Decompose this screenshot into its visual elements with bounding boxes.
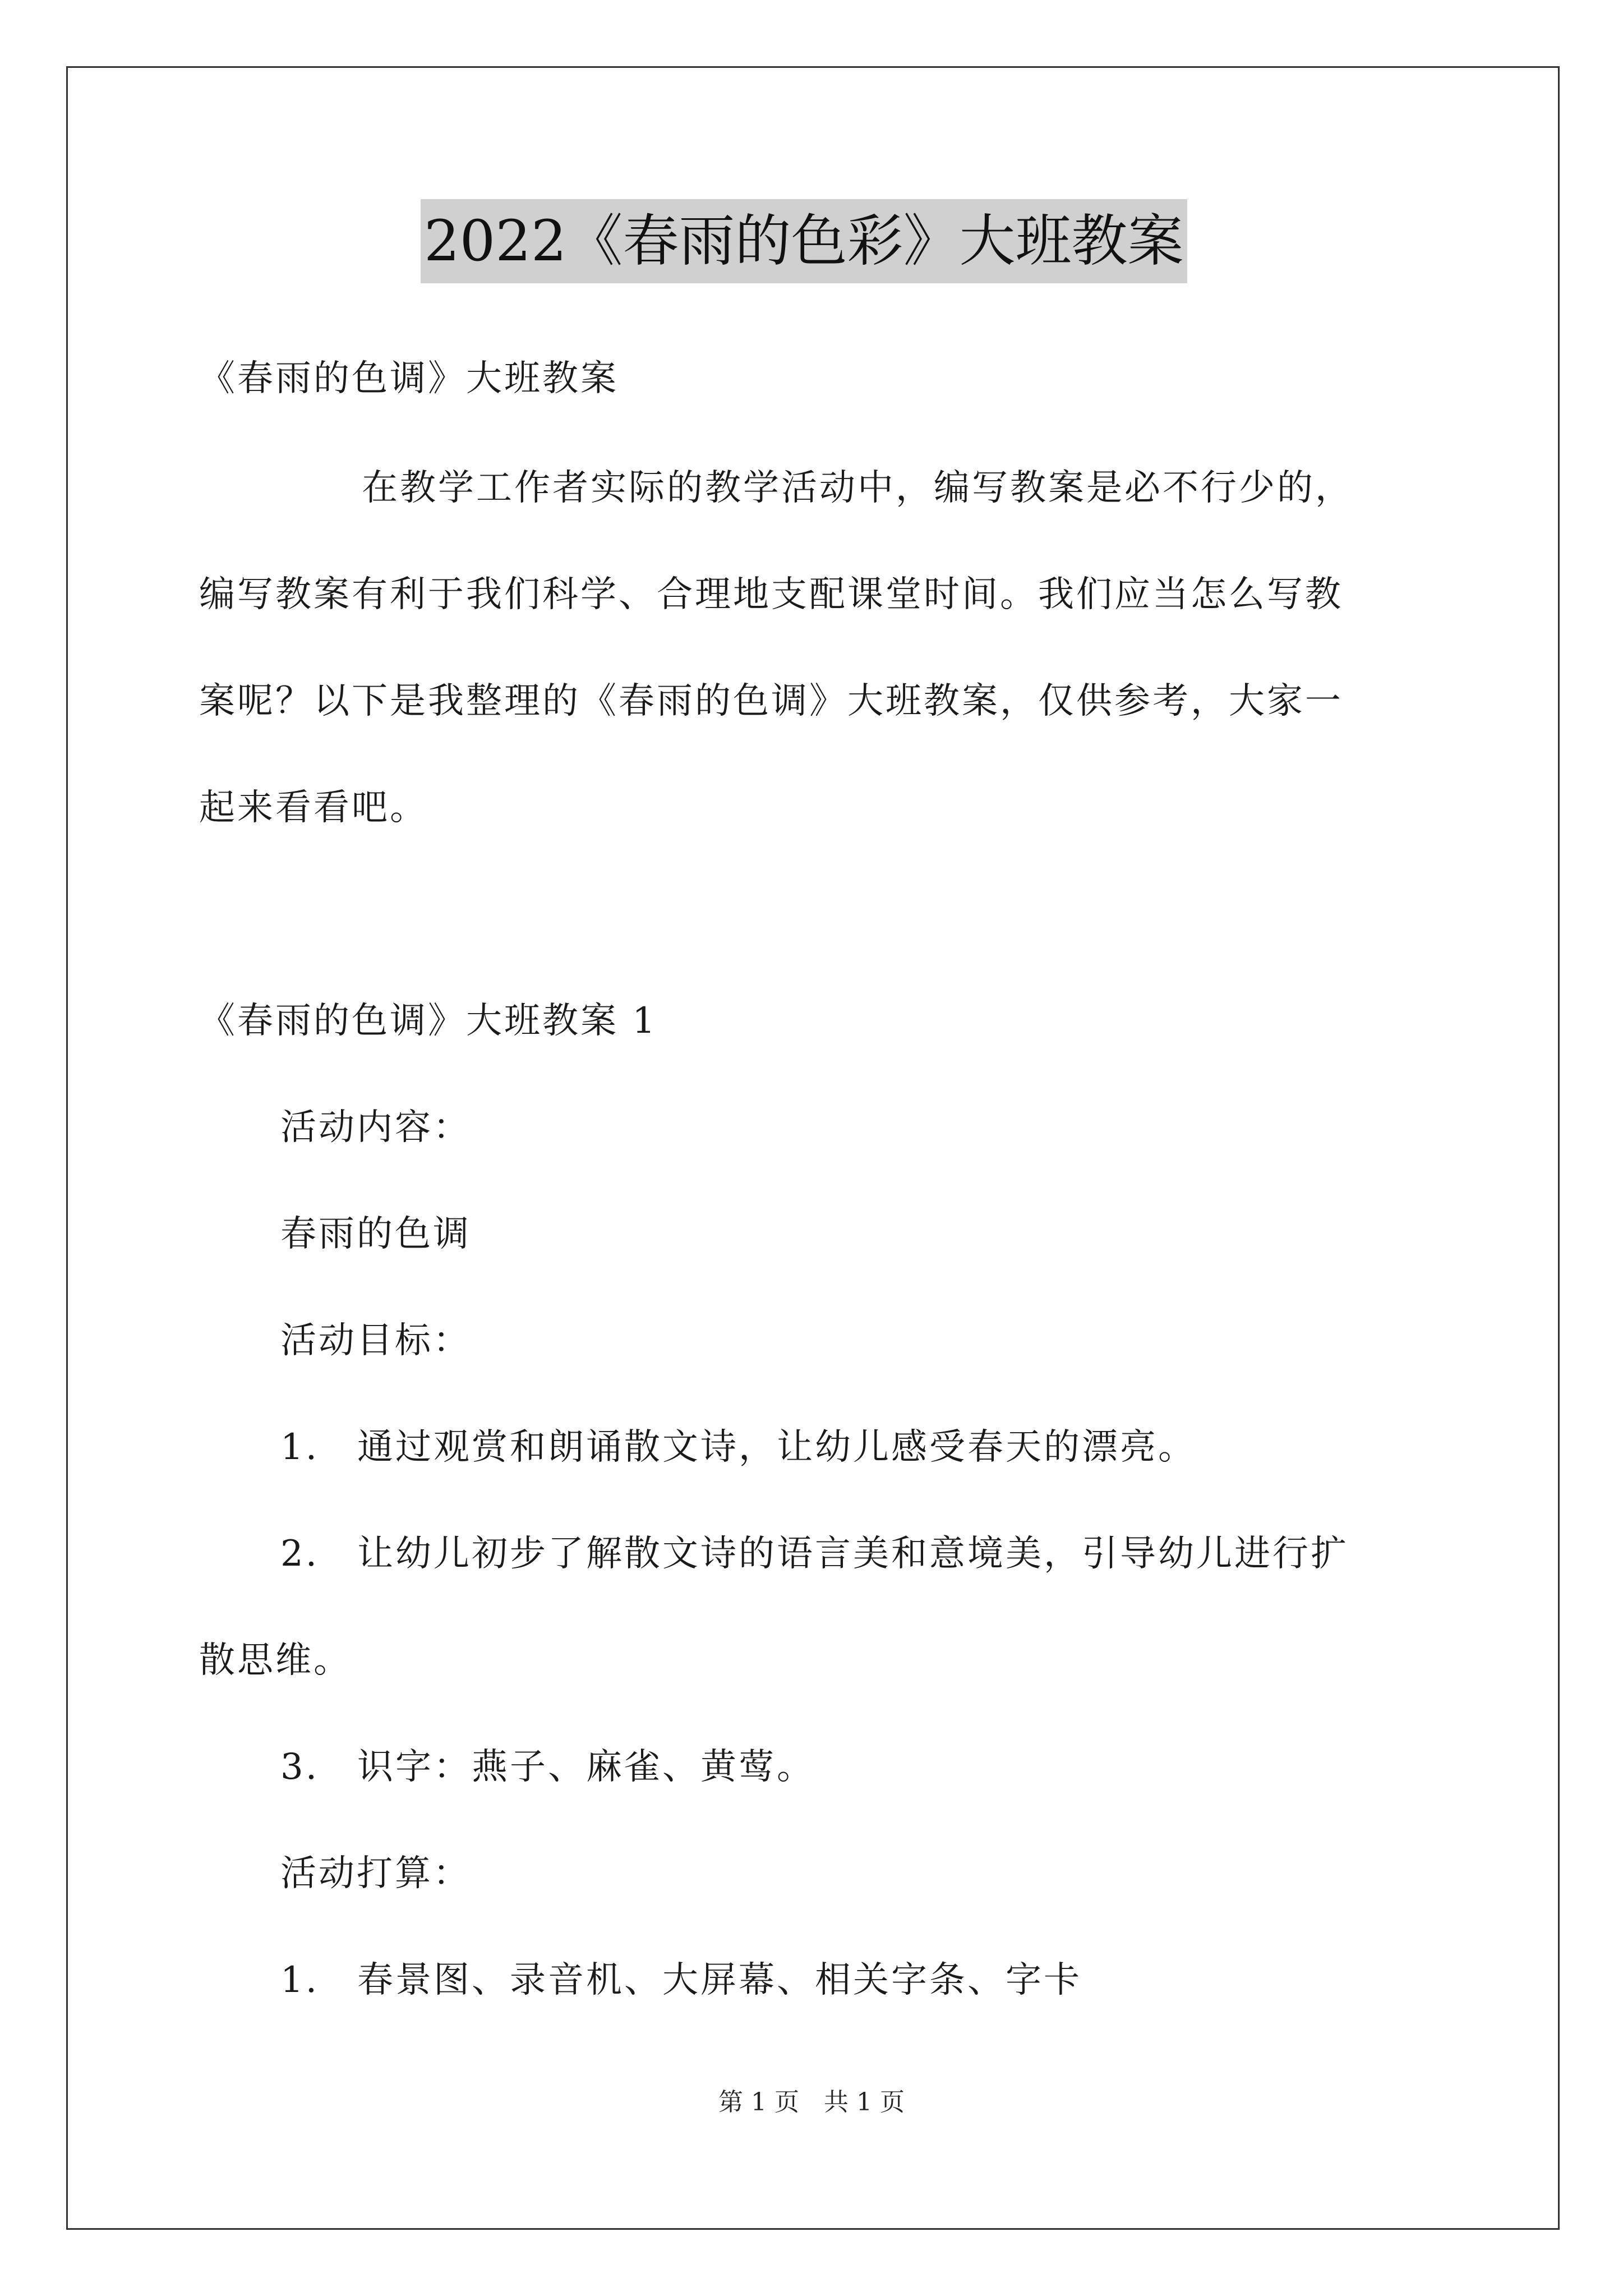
goals-label: 活动目标： (280, 1320, 471, 1361)
intro-line-2: 编写教案有利于我们科学、合理地支配课堂时间。我们应当怎么写教 (199, 574, 1343, 615)
prep-label: 活动打算： (280, 1853, 471, 1894)
goal-item-3: 3. 识字：燕子、麻雀、黄莺。 (280, 1746, 815, 1788)
page-footer: 第 1 页 共 1 页 (718, 2088, 905, 2116)
prep-item-1: 1. 春景图、录音机、大屏幕、相关字条、字卡 (280, 1959, 1082, 2001)
intro-line-1: 在教学工作者实际的教学活动中，编写教案是必不行少的， (362, 467, 1353, 509)
content-label: 活动内容： (280, 1107, 471, 1148)
intro-line-3: 案呢？以下是我整理的《春雨的色调》大班教案，仅供参考，大家一 (199, 680, 1343, 722)
subtitle: 《春雨的色调》大班教案 (199, 358, 619, 399)
intro-line-4: 起来看看吧。 (199, 787, 428, 829)
section-heading: 《春雨的色调》大班教案 1 (199, 1000, 658, 1042)
document-title: 2022《春雨的色彩》大班教案 (421, 199, 1187, 283)
goal-item-2-continued: 散思维。 (199, 1640, 352, 1681)
goal-item-1: 1. 通过观赏和朗诵散文诗，让幼儿感受春天的漂亮。 (280, 1427, 1197, 1468)
goal-item-2: 2. 让幼儿初步了解散文诗的语言美和意境美，引导幼儿进行扩 (280, 1533, 1349, 1575)
content-value: 春雨的色调 (280, 1213, 471, 1255)
